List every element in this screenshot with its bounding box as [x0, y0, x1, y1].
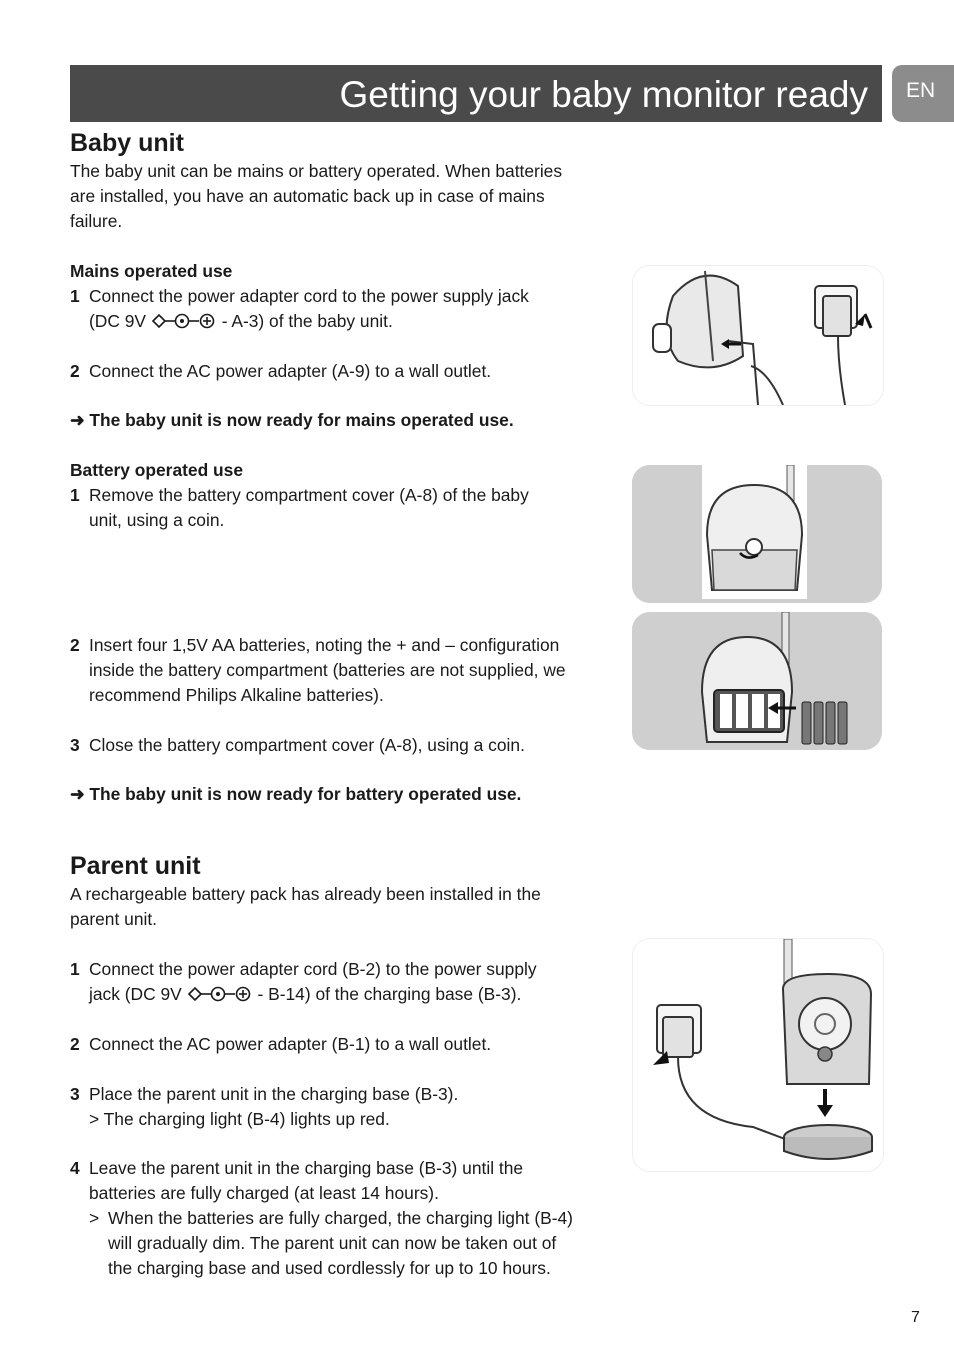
step-text: batteries are fully charged (at least 14 hours).: [89, 1183, 439, 1203]
step-text: Connect the AC power adapter (A-9) to a wall outlet.: [89, 361, 492, 381]
step-number: 4: [70, 1158, 80, 1178]
illustration-baby-unit-mains: [633, 266, 883, 405]
illustration-battery-cover-removal: [632, 465, 882, 603]
step-text: Insert four 1,5V AA batteries, noting the + and – configuration: [89, 635, 560, 655]
page-number: 7: [911, 1309, 920, 1326]
parent-unit-intro-line2: parent unit.: [70, 909, 158, 929]
baby-unit-intro-line3: failure.: [70, 211, 123, 231]
mains-heading: Mains operated use: [70, 261, 233, 281]
arrow-right-icon: ➜: [70, 410, 85, 430]
step-text: Place the parent unit in the charging base (B-3).: [89, 1084, 459, 1104]
step-subnote: the charging base and used cordlessly for up to 10 hours.: [108, 1258, 551, 1278]
figure-battery-cover: [632, 465, 882, 603]
step-text: Connect the power adapter cord (B-2) to the power supply: [89, 959, 537, 979]
step-number: 2: [70, 361, 80, 381]
baby-unit-intro-line1: The baby unit can be mains or battery operated. When batteries: [70, 161, 563, 181]
step-number: 1: [70, 286, 80, 306]
figure-battery-insert: [632, 612, 882, 750]
step-text: recommend Philips Alkaline batteries).: [89, 685, 384, 705]
chapter-header: [70, 65, 882, 122]
subnote-marker: >: [89, 1208, 100, 1228]
step-text: Leave the parent unit in the charging base (B-3) until the: [89, 1158, 524, 1178]
step-number: 3: [70, 735, 80, 755]
illustration-battery-insertion: [632, 612, 882, 750]
arrow-right-icon: ➜: [70, 784, 85, 804]
dc-polarity-icon: [151, 313, 217, 329]
step-number: 3: [70, 1084, 80, 1104]
step-text: jack (DC 9V: [89, 984, 182, 1004]
step-number: 1: [70, 485, 80, 505]
result-text: The baby unit is now ready for mains operated use.: [89, 410, 514, 430]
baby-unit-heading: Baby unit: [70, 129, 184, 157]
parent-unit-intro-line1: A rechargeable battery pack has already been installed in the: [70, 884, 541, 904]
mains-result: [70, 408, 514, 433]
step-text: Remove the battery compartment cover (A-8) of the baby: [89, 485, 529, 505]
language-label: EN: [906, 79, 936, 102]
step-number: 2: [70, 1034, 80, 1054]
dc-polarity-icon: [187, 986, 253, 1002]
parent-unit-heading: Parent unit: [70, 852, 201, 880]
step-number: 2: [70, 635, 80, 655]
battery-heading: Battery operated use: [70, 460, 243, 480]
step-text: - B-14) of the charging base (B-3).: [257, 984, 522, 1004]
language-tab: [892, 65, 954, 122]
step-text: unit, using a coin.: [89, 510, 225, 530]
step-text: - A-3) of the baby unit.: [221, 311, 393, 331]
step-subnote: will gradually dim. The parent unit can now be taken out of: [108, 1233, 557, 1253]
step-text: (DC 9V: [89, 311, 147, 331]
baby-unit-intro-line2: are installed, you have an automatic back up in case of mains: [70, 186, 545, 206]
figure-parent-charging: [632, 938, 884, 1172]
result-text: The baby unit is now ready for battery operated use.: [89, 784, 522, 804]
step-text: Close the battery compartment cover (A-8), using a coin.: [89, 735, 525, 755]
step-number: 1: [70, 959, 80, 979]
page-title: Getting your baby monitor ready: [339, 74, 868, 115]
step-subnote: > The charging light (B-4) lights up red.: [89, 1109, 390, 1129]
step-text: inside the battery compartment (batteries are not supplied, we: [89, 660, 566, 680]
step-subnote: When the batteries are fully charged, the charging light (B-4): [108, 1208, 573, 1228]
step-text: Connect the AC power adapter (B-1) to a wall outlet.: [89, 1034, 492, 1054]
step-text: Connect the power adapter cord to the power supply jack: [89, 286, 529, 306]
illustration-parent-unit-charging: [633, 939, 883, 1171]
battery-result: [70, 782, 521, 807]
figure-mains-connection: [632, 265, 884, 406]
